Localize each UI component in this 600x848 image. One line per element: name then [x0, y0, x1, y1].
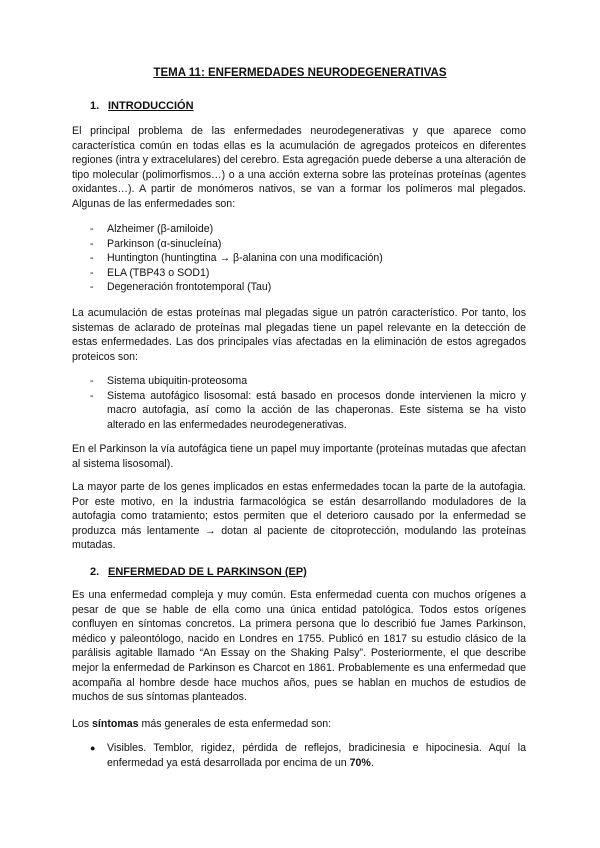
- list-item: - ELA (TBP43 o SOD1): [90, 266, 210, 279]
- list-item: - Alzheimer (β-amiloide): [90, 223, 214, 235]
- parkinson-autophagy-paragraph: En el Parkinson la vía autofágica tiene un papel muy importante (proteínas mutadas que afectan al sistema lisosomal).: [72, 443, 526, 470]
- list-item: - Huntington (huntingtina → β-alanina con una modificación): [90, 252, 383, 265]
- section-heading-introduccion: [90, 100, 194, 112]
- section-number: 1.: [90, 100, 100, 112]
- parkinson-paragraph: Es una enfermedad compleja y muy común. Esta enfermedad cuenta con muchos orígenes a pesar de que se hable de ella como una única entidad patológica. Todos estos orígenes confluyen en síntomas concretos. La primera persona que lo describió fue James Parkinson, médico y paleontólogo, nacido en Londres en 1755. Publicó en 1817 su estudio clásico de la parálisis agitable llamado “An Essay on the Shaking Palsy”. Posteriormente, el que describe mejor la enfermedad de Parkinson es Charcot en 1861. Probablemente es una enfermedad que acompaña al hombre desde hace muchos años, pues se hablan en muchos de estudios de muchos de sus síntomas planteados.: [72, 589, 526, 704]
- bullet-icon: ●: [90, 743, 96, 753]
- section-title: ENFERMEDAD DE L PARKINSON (EP): [108, 566, 307, 578]
- pathway-list: [90, 374, 526, 432]
- section-number: 2.: [90, 566, 100, 578]
- page-title: TEMA 11: ENFERMEDADES NEURODEGENERATIVAS: [153, 67, 447, 79]
- symptoms-bold: síntomas: [92, 718, 139, 730]
- list-item: - Sistema ubiquitin-proteosoma: [90, 375, 248, 387]
- list-item: - Degeneración frontotemporal (Tau): [90, 281, 272, 294]
- section-title: INTRODUCCIÓN: [108, 100, 194, 112]
- list-item: - Sistema autofágico lisosomal: está basado en procesos donde intervienen la micro y macro autofagia, así como la acción de las chaperonas. Este sistema se ha visto alterado en las enfermedades neurodegenerativas.: [90, 389, 526, 431]
- accumulation-paragraph: La acumulación de estas proteínas mal plegadas sigue un patrón característico. Por tanto, los sistemas de aclarado de proteínas mal plegadas tiene un papel relevante en la detección de estas enfermedades. Las dos principales vías afectadas en la eliminación de estos agregados proteicos son:: [72, 307, 526, 363]
- intro-paragraph: El principal problema de las enfermedades neurodegenerativas y que aparece como característica común en todas ellas es la acumulación de agregados proteicos en diferentes regiones (intra y extracelulares) del cerebro. Esta agregación puede deberse a una alteración de tipo molecular (polimorfismos…) o a una acción externa sobre las proteínas proteínas (agentes oxidantes…). A partir de monómeros nativos, se van a formar los polímeros mal plegados. Algunas de las enfermedades son:: [72, 125, 526, 210]
- list-item: - Parkinson (α-sinucleína): [90, 237, 222, 250]
- symptoms-list: [90, 741, 526, 770]
- disease-list: [90, 222, 526, 295]
- symptoms-intro-paragraph: Los síntomas más generales de esta enfermedad son:: [72, 718, 332, 730]
- genes-paragraph: La mayor parte de los genes implicados en estas enfermedades tocan la parte de la autofagia. Por este motivo, en la industria farmacológica se están desarrollando moduladores de la autofagia como tratamiento; estos permiten que el deterioro causado por la enfermedad se produzca más lentamente → dotan al paciente de citoprotección, modulando las proteínas mutadas.: [72, 481, 526, 552]
- list-item: ● Visibles. Temblor, rigidez, pérdida de reflejos, bradicinesia e hipocinesia. Aquí la enfermedad ya está desarrollada por encima de un 70%.: [90, 742, 526, 769]
- section-heading-parkinson: [90, 566, 307, 578]
